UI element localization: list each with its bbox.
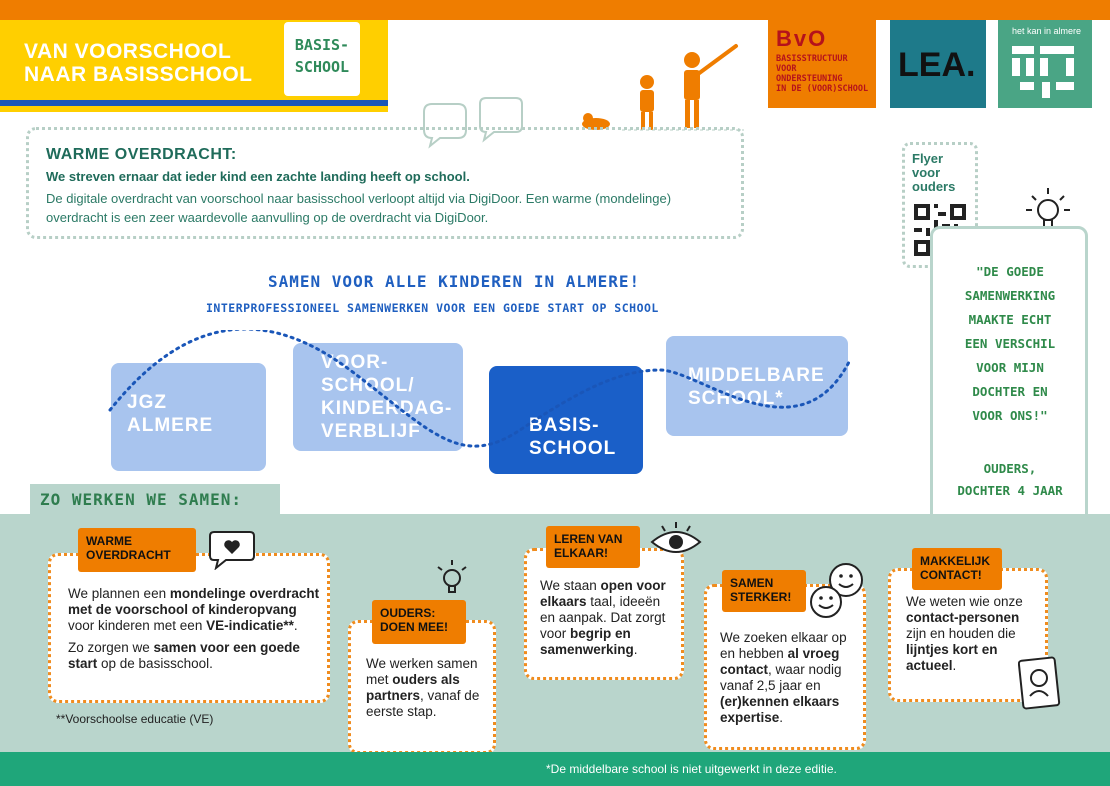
warme-overdracht-body: De digitale overdracht van voorschool naar basisschool verloopt altijd via DigiDoor. Een warme (mondelinge) overdracht is een zeer waardevolle aanvulling op de overdracht via DigiDoor.	[46, 191, 672, 225]
card-ouders-text	[366, 656, 484, 720]
card-text: , vanaf de eerste stap.	[366, 688, 480, 719]
werken-heading: ZO WERKEN WE SAMEN:	[40, 490, 243, 509]
samen-subheading: INTERPROFESSIONEEL SAMENWERKEN VOOR EEN GOEDE START OP SCHOOL	[206, 301, 659, 315]
card-samen-sterker-text	[720, 630, 860, 726]
card-text: We staan	[540, 578, 601, 593]
bvo-line: BASISSTRUCTUUR	[776, 54, 848, 64]
card-text: voor kinderen met een	[68, 618, 207, 633]
warme-overdracht-title: WARME OVERDRACHT:	[46, 146, 237, 163]
card-warme-overdracht-text	[68, 586, 324, 672]
stage-label: JGZ	[127, 392, 167, 413]
tag-line: OVERDRACHT	[86, 548, 171, 562]
quote-line: VOOR ONS!"	[972, 408, 1048, 423]
quote-author	[944, 458, 1076, 502]
almere-logo	[998, 20, 1092, 108]
tag-leren	[546, 526, 640, 568]
flyer-label	[912, 152, 955, 194]
stage-label: VOOR-	[321, 352, 389, 373]
stage-label: KINDERDAG-	[321, 398, 453, 419]
title-line-1: VAN VOORSCHOOL	[24, 40, 232, 63]
collaboration-wave-line	[100, 330, 860, 480]
flyer-line: ouders	[912, 179, 956, 194]
footer-note: *De middelbare school is niet uitgewerkt in deze editie.	[546, 762, 837, 776]
quote-line: "DE GOEDE	[976, 264, 1044, 279]
card-text: Zo zorgen we	[68, 640, 154, 655]
card-text: .	[952, 658, 957, 673]
tag-line: OUDERS:	[380, 606, 436, 620]
warme-overdracht-lead: We streven ernaar dat ieder kind een zachte landing heeft op school.	[46, 169, 470, 184]
almere-logo-mark-icon	[1012, 42, 1078, 100]
tag-samen-sterker	[722, 570, 806, 612]
card-text: We werken samen met	[366, 656, 478, 687]
card-text: .	[633, 642, 638, 657]
bvo-line: VOOR	[776, 64, 797, 74]
flyer-line: voor	[912, 165, 941, 180]
tag-ouders	[372, 600, 466, 644]
card-text: zijn en houden die	[906, 626, 1016, 641]
tag-line: SAMEN	[730, 576, 774, 590]
quote-line: DOCHTER EN	[972, 384, 1048, 399]
stage-label: SCHOOL/	[321, 375, 415, 396]
card-text-strong: samen voor een goede start	[68, 640, 300, 671]
tag-makkelijk-contact	[912, 548, 1002, 590]
card-leren-text	[540, 578, 678, 658]
basisschool-badge	[284, 22, 360, 96]
tag-line: CONTACT!	[920, 568, 982, 582]
lea-logo-text: LEA.	[898, 46, 976, 84]
flyer-line: Flyer	[912, 151, 944, 166]
card-text: .	[779, 710, 784, 725]
growing-child-illustration-icon	[578, 40, 748, 132]
tag-line: ELKAAR!	[554, 546, 608, 560]
card-text: op de basisschool.	[97, 656, 213, 671]
card-text: , waar nodig vanaf 2,5 jaar en	[720, 662, 842, 693]
card-text: We plannen een	[68, 586, 170, 601]
quote-line: EEN VERSCHIL	[964, 336, 1056, 351]
card-text: taal, ideeën en aanpak. Dat zorgt voor	[540, 594, 666, 641]
card-text-strong: contact-personen	[906, 610, 1020, 625]
contact-card-icon	[1018, 656, 1062, 714]
card-text: We zoeken elkaar op en hebben	[720, 630, 847, 661]
lightbulb-icon	[432, 558, 472, 598]
parent-quote	[944, 260, 1076, 428]
stage-label: SCHOOL	[529, 438, 617, 459]
tag-line: STERKER!	[730, 590, 792, 604]
quote-author-line: OUDERS,	[983, 461, 1037, 476]
badge-line-1: BASIS-	[294, 36, 350, 54]
badge-line-2: SCHOOL	[294, 58, 350, 76]
almere-logo-text: het kan in almere	[1012, 26, 1082, 36]
smiley-faces-icon	[806, 560, 868, 620]
tag-line: MAKKELIJK	[920, 554, 991, 568]
quote-line: SAMENWERKING	[964, 288, 1056, 303]
bvo-logo	[768, 20, 876, 108]
tag-line: DOEN MEE!	[380, 620, 449, 634]
card-makkelijk-contact-text	[906, 594, 1028, 674]
eye-icon	[648, 520, 704, 560]
samen-heading: SAMEN VOOR ALLE KINDEREN IN ALMERE!	[268, 272, 641, 291]
lea-logo	[890, 20, 986, 108]
card-text-strong: (er)kennen elkaars expertise	[720, 694, 840, 725]
card-text: We weten wie onze	[906, 594, 1023, 609]
title-line-2: NAAR BASISSCHOOL	[24, 63, 253, 86]
top-bar	[0, 0, 1110, 20]
tag-line: WARME	[86, 534, 132, 548]
card-text-strong: open voor elkaars	[540, 578, 666, 609]
quote-line: MAAKTE ECHT	[968, 312, 1052, 327]
quote-line: VOOR MIJN	[976, 360, 1044, 375]
card-text-strong: mondelinge overdracht met de voorschool of kinderopvang	[68, 586, 320, 617]
ve-footnote: **Voorschoolse educatie (VE)	[56, 712, 214, 726]
stage-label: VERBLIJF	[321, 421, 421, 442]
bvo-line: ONDERSTEUNING	[776, 74, 843, 84]
quote-author-line: DOCHTER 4 JAAR	[957, 483, 1063, 498]
bvo-logo-subtitle	[776, 54, 868, 94]
stage-label: SCHOOL*	[688, 388, 784, 409]
tag-line: LEREN VAN	[554, 532, 623, 546]
heart-chat-icon	[208, 526, 258, 570]
stage-label: ALMERE	[127, 415, 214, 436]
page-title	[24, 40, 253, 86]
bvo-line: IN DE (VOOR)SCHOOL	[776, 84, 869, 94]
card-text-strong: al vroeg contact	[720, 646, 840, 677]
card-text-strong: begrip en samenwerking	[540, 626, 634, 657]
tag-warme-overdracht	[78, 528, 196, 572]
bvo-logo-text: BvO	[776, 26, 828, 51]
stage-label: MIDDELBARE	[688, 365, 825, 386]
card-text-strong: ouders als partners	[366, 672, 460, 703]
card-text-strong: VE-indicatie**	[206, 618, 294, 633]
card-text: .	[293, 618, 298, 633]
card-text-strong: lijntjes kort en actueel	[906, 642, 998, 673]
stage-label: BASIS-	[529, 415, 600, 436]
